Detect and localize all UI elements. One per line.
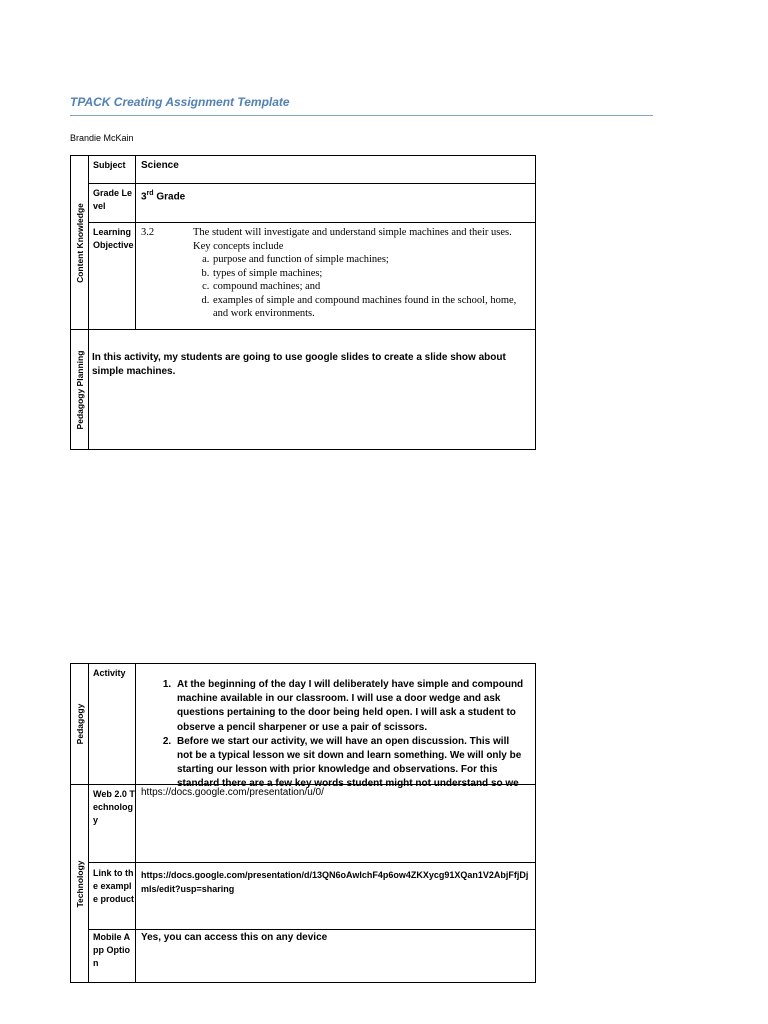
grade-level-label: Grade Level bbox=[89, 184, 136, 223]
example-link-value[interactable]: https://docs.google.com/presentation/d/13QN6oAwlchF4p6ow4ZKXycg91XQan1V2AbjFfjDjmls/edit?usp=sharing bbox=[136, 863, 536, 930]
web-technology-value[interactable]: https://docs.google.com/presentation/u/0/ bbox=[136, 785, 536, 863]
pedagogy-technology-table bbox=[70, 663, 536, 983]
learning-objective-label: Learning Objective bbox=[89, 223, 136, 330]
pedagogy-label: Pedagogy bbox=[74, 703, 85, 745]
pedagogy-planning-section bbox=[71, 330, 89, 450]
content-knowledge-table bbox=[70, 155, 536, 450]
objective-list bbox=[193, 253, 527, 321]
web-technology-label: Web 2.0 Technology bbox=[89, 785, 136, 863]
grade-word: Grade bbox=[156, 191, 186, 203]
activity-item: 2. Before we start our activity, we will have an open discussion. This will not be a typical lesson we sit down and learn something. We will only be starting our lesson with prior knowledge and observations. For this standard there are a few key words student might not understand so we bbox=[174, 735, 525, 792]
pedagogy-planning-text: In this activity, my students are going to use google slides to create a slide show about simple machines. bbox=[92, 352, 506, 377]
content-knowledge-section bbox=[71, 156, 89, 330]
activity-label: Activity bbox=[89, 664, 136, 785]
objective-item: d. examples of simple and compound machines found in the school, home, and work environments. bbox=[212, 294, 527, 321]
grade-number: 3 bbox=[141, 191, 147, 203]
subject-label: Subject bbox=[89, 156, 136, 184]
example-link-label: Link to the example product bbox=[89, 863, 136, 930]
pedagogy-planning-cell bbox=[89, 330, 536, 450]
technology-section bbox=[71, 785, 89, 983]
technology-label: Technology bbox=[74, 859, 85, 908]
grade-level-value bbox=[136, 184, 536, 223]
document-title: TPACK Creating Assignment Template bbox=[70, 95, 290, 109]
content-knowledge-label: Content Knowledge bbox=[74, 202, 85, 283]
objective-item: b. types of simple machines; bbox=[212, 267, 527, 281]
objective-number: 3.2 bbox=[141, 227, 155, 238]
objective-item: c. compound machines; and bbox=[212, 280, 527, 294]
mobile-app-value: Yes, you can access this on any device bbox=[136, 930, 536, 983]
pedagogy-section bbox=[71, 664, 89, 785]
activity-list bbox=[136, 678, 525, 792]
learning-objective-cell bbox=[136, 223, 536, 330]
objective-item: a. purpose and function of simple machines; bbox=[212, 253, 527, 267]
author-name: Brandie McKain bbox=[70, 133, 134, 143]
subject-value: Science bbox=[136, 156, 536, 184]
mobile-app-label: Mobile App Option bbox=[89, 930, 136, 983]
activity-item: 1. At the beginning of the day I will deliberately have simple and compound machine available in our classroom. I will use a door wedge and ask questions pertaining to the door being held open. I will ask a student to observe a pencil sharpener or use a pair of scissors. bbox=[174, 678, 525, 735]
title-rule bbox=[70, 115, 653, 116]
pedagogy-planning-label: Pedagogy Planning bbox=[74, 350, 85, 429]
activity-cell bbox=[136, 664, 536, 790]
objective-intro: The student will investigate and understand simple machines and their uses. Key concepts include bbox=[193, 227, 512, 252]
grade-suffix: rd bbox=[146, 190, 154, 197]
